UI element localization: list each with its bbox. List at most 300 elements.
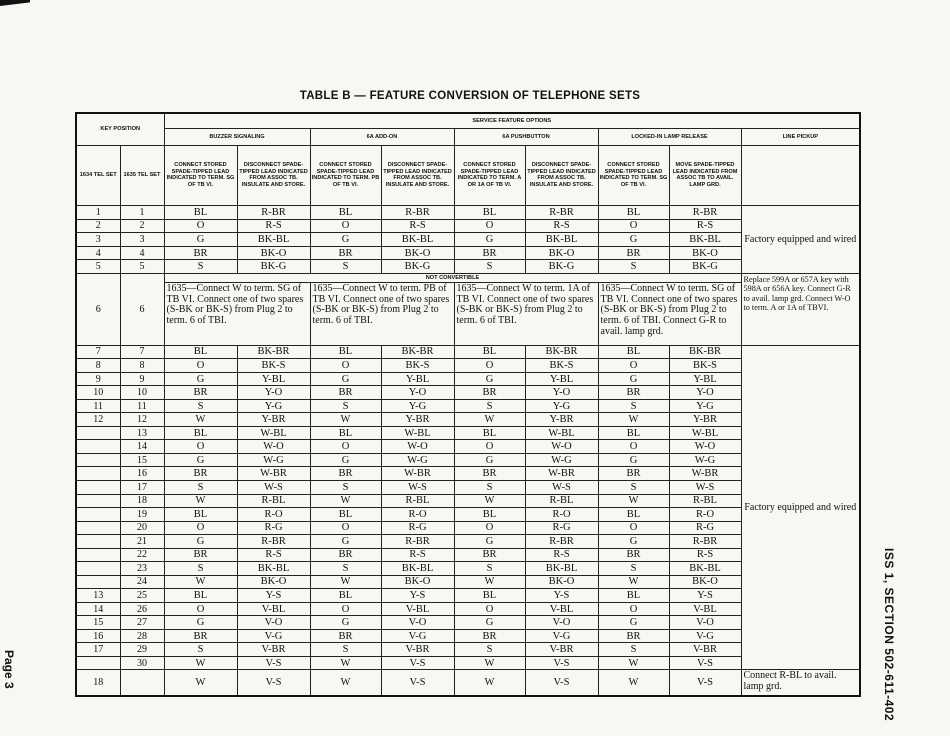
lead-cell: W [598,413,669,427]
key-1635-cell: 21 [120,535,164,549]
lead-cell: BR [598,629,669,643]
lead-cell: BK-BL [669,562,741,576]
lead-cell: R-O [525,508,598,522]
lead-cell: V-BL [669,602,741,616]
table-row [76,345,860,359]
lead-cell: BK-BR [525,345,598,359]
lead-cell: W [310,670,381,696]
lead-cell: BK-BR [669,345,741,359]
line-pickup-factory-note: Factory equipped and wired [741,345,860,670]
lead-cell: G [310,453,381,467]
key-1635-cell: 9 [120,372,164,386]
lead-cell: V-S [381,670,454,696]
lead-cell: W-S [237,480,310,494]
lead-cell: BR [310,246,381,260]
lead-cell: Y-G [381,399,454,413]
lead-cell: S [310,399,381,413]
lead-cell: BL [310,206,381,220]
key-1634-cell: 6 [76,273,120,345]
lead-cell: G [310,535,381,549]
lead-cell: G [598,535,669,549]
lead-cell: BL [598,206,669,220]
key-1634-cell: 8 [76,359,120,373]
key-1635-cell: 6 [120,273,164,345]
lead-cell: Y-S [237,589,310,603]
lead-cell: G [454,453,525,467]
table-row [76,273,860,282]
line-pickup-replace-note: Replace 599A or 657A key with 598A or 656A key. Connect G-R to avail. lamp grd. Connect W-O to term. A or 1A of TBVI. [741,273,860,345]
key-1635-cell: 23 [120,562,164,576]
lead-cell: BK-O [237,575,310,589]
key-1634-cell [76,440,120,454]
table-row [76,206,860,220]
lead-cell: Y-BL [669,372,741,386]
col-header: CONNECT STORED SPADE-TIPPED LEAD INDICATED TO TERM. A OR 1A OF TB VI. [454,145,525,205]
key-1634-cell: 3 [76,233,120,247]
key-1634-cell [76,548,120,562]
lead-cell: R-BR [381,535,454,549]
lead-cell: BR [310,467,381,481]
col-header: CONNECT STORED SPADE-TIPPED LEAD INDICATED TO TERM. PB OF TB VI. [310,145,381,205]
lead-cell: S [310,260,381,274]
lead-cell: W-S [669,480,741,494]
key-1634-cell: 1 [76,206,120,220]
lead-cell: S [598,562,669,576]
tel-1634-header: 1634 TEL SET [76,145,120,205]
lead-cell: BK-G [381,260,454,274]
key-1635-cell: 2 [120,219,164,233]
lead-cell: Y-S [525,589,598,603]
key-1634-cell: 15 [76,616,120,630]
lead-cell: O [310,602,381,616]
lead-cell: BL [310,508,381,522]
lead-cell: V-S [669,670,741,696]
lead-cell: R-BL [525,494,598,508]
key-1635-cell: 10 [120,386,164,400]
lead-cell: R-O [381,508,454,522]
lead-cell: G [454,233,525,247]
lead-cell: BK-BL [381,562,454,576]
lead-cell: S [598,260,669,274]
page-number: Page 3 [2,650,16,689]
lead-cell: BR [164,467,237,481]
lead-cell: Y-S [381,589,454,603]
lead-cell: R-BR [525,535,598,549]
lead-cell: G [598,233,669,247]
key-1634-cell: 17 [76,643,120,657]
lead-cell: R-S [237,219,310,233]
key-1635-cell: 12 [120,413,164,427]
lead-cell: V-O [237,616,310,630]
lead-cell: G [598,453,669,467]
key-1635-cell: 14 [120,440,164,454]
key-1634-cell [76,535,120,549]
lead-cell: BL [454,206,525,220]
lead-cell: BR [454,246,525,260]
lead-cell: W-BR [237,467,310,481]
lead-cell: W-G [381,453,454,467]
lead-cell: W-O [669,440,741,454]
feature-conversion-table [75,112,861,697]
key-position-header: KEY POSITION [76,113,164,145]
lead-cell: O [310,440,381,454]
key-1634-cell: 5 [76,260,120,274]
lead-cell: W-G [237,453,310,467]
lead-cell: W-G [525,453,598,467]
key-1635-cell: 22 [120,548,164,562]
lead-cell: BL [454,589,525,603]
lead-cell: O [598,440,669,454]
lead-cell: G [598,616,669,630]
lead-cell: BK-S [669,359,741,373]
col-header: DISCONNECT SPADE-TIPPED LEAD INDICATED FROM ASSOC TB. INSULATE AND STORE. [525,145,598,205]
lead-cell: S [598,643,669,657]
key-1635-cell [120,670,164,696]
lead-cell: S [164,399,237,413]
key-1634-cell: 12 [76,413,120,427]
lead-cell: O [310,521,381,535]
lead-cell: W-G [669,453,741,467]
key-1635-cell: 29 [120,643,164,657]
key-1635-cell: 13 [120,426,164,440]
lead-cell: R-BR [237,206,310,220]
lead-cell: BL [310,426,381,440]
key-1635-cell: 28 [120,629,164,643]
lead-cell: R-G [237,521,310,535]
lead-cell: BK-BR [381,345,454,359]
lead-cell: S [454,260,525,274]
col-header: DISCONNECT SPADE-TIPPED LEAD INDICATED FROM ASSOC TB. INSULATE AND STORE. [237,145,310,205]
lead-cell: BK-BR [237,345,310,359]
lead-cell: BK-BL [669,233,741,247]
lead-cell: BL [454,508,525,522]
service-feature-options-header: SERVICE FEATURE OPTIONS [164,113,860,129]
lead-cell: V-G [237,629,310,643]
key-1635-cell: 15 [120,453,164,467]
key-1635-cell: 24 [120,575,164,589]
lead-cell: BR [164,386,237,400]
lead-cell: V-BL [525,602,598,616]
lead-cell: R-O [669,508,741,522]
key-1635-cell: 1 [120,206,164,220]
lead-cell: V-BR [237,643,310,657]
key-1635-cell: 27 [120,616,164,630]
lead-cell: V-O [669,616,741,630]
lead-cell: R-S [381,548,454,562]
lead-cell: S [598,399,669,413]
key-1634-cell: 14 [76,602,120,616]
lead-cell: R-G [669,521,741,535]
lead-cell: W [598,656,669,670]
not-convertible-label: NOT CONVERTIBLE [164,273,741,282]
lead-cell: R-BR [525,206,598,220]
key-1635-cell: 26 [120,602,164,616]
lead-cell: O [164,521,237,535]
key-1634-cell [76,453,120,467]
lead-cell: R-O [237,508,310,522]
conversion-note: 1635—Connect W to term. 1A of TB VI. Connect one of two spares (S-BK or BK-S) from Plug 2 to term. 6 of TBI. [454,283,598,345]
lead-cell: G [454,535,525,549]
key-1634-cell [76,467,120,481]
key-1634-cell: 9 [76,372,120,386]
lead-cell: G [310,372,381,386]
key-1635-cell: 3 [120,233,164,247]
col-header: DISCONNECT SPADE-TIPPED LEAD INDICATED FROM ASSOC TB. INSULATE AND STORE. [381,145,454,205]
lead-cell: V-S [525,656,598,670]
lead-cell: R-S [525,219,598,233]
lead-cell: O [454,440,525,454]
lead-cell: BL [454,426,525,440]
lead-cell: W-BL [669,426,741,440]
col-header: MOVE SPADE-TIPPED LEAD INDICATED FROM ASSOC TB TO AVAIL. LAMP GRD. [669,145,741,205]
lead-cell: BK-S [381,359,454,373]
lead-cell: BR [164,629,237,643]
lead-cell: V-S [525,670,598,696]
lead-cell: BL [310,345,381,359]
lead-cell: S [164,562,237,576]
lead-cell: R-S [669,548,741,562]
lead-cell: R-S [525,548,598,562]
lead-cell: BL [164,589,237,603]
key-1635-cell: 20 [120,521,164,535]
lead-cell: V-G [525,629,598,643]
group-locked-in-lamp-release: LOCKED-IN LAMP RELEASE [598,129,741,146]
lead-cell: O [310,219,381,233]
lead-cell: R-S [381,219,454,233]
lead-cell: BK-O [525,246,598,260]
lead-cell: Y-G [525,399,598,413]
lead-cell: V-G [669,629,741,643]
lead-cell: W [164,575,237,589]
lead-cell: R-BL [669,494,741,508]
key-1634-cell: 13 [76,589,120,603]
lead-cell: Y-G [669,399,741,413]
lead-cell: BL [164,426,237,440]
lead-cell: Y-BL [381,372,454,386]
lead-cell: R-G [525,521,598,535]
key-1635-cell: 8 [120,359,164,373]
lead-cell: BR [164,246,237,260]
lead-cell: S [164,643,237,657]
lead-cell: O [454,521,525,535]
key-1634-cell [76,426,120,440]
lead-cell: W [454,413,525,427]
lead-cell: Y-O [525,386,598,400]
lead-cell: V-S [237,670,310,696]
lead-cell: Y-G [237,399,310,413]
lead-cell: O [454,219,525,233]
lead-cell: W [164,413,237,427]
lead-cell: BK-O [669,575,741,589]
lead-cell: S [454,643,525,657]
lead-cell: BL [598,426,669,440]
key-1634-cell [76,575,120,589]
lead-cell: BK-BL [237,562,310,576]
lead-cell: BK-O [237,246,310,260]
lead-cell: W [598,575,669,589]
conversion-note: 1635—Connect W to term. PB of TB VI. Connect one of two spares (S-BK or BK-S) from Plug 2 to term. 6 of TBI. [310,283,454,345]
lead-cell: Y-O [237,386,310,400]
lead-cell: Y-BR [381,413,454,427]
group-6a-add-on: 6A ADD-ON [310,129,454,146]
lead-cell: W-BL [381,426,454,440]
lead-cell: V-S [669,656,741,670]
key-1634-cell: 16 [76,629,120,643]
key-1635-cell: 5 [120,260,164,274]
lead-cell: BR [310,548,381,562]
lead-cell: G [164,453,237,467]
section-number: ISS 1, SECTION 502-611-402 [882,548,896,722]
conversion-note: 1635—Connect W to term. SG of TB VI. Connect one of two spares (S-BK or BK-S) from Plug 2 to term. 6 of TBI. [164,283,310,345]
lead-cell: BR [598,386,669,400]
lead-cell: W-BR [381,467,454,481]
col-header: CONNECT STORED SPADE-TIPPED LEAD INDICATED TO TERM. SG OF TB VI. [164,145,237,205]
lead-cell: BK-O [669,246,741,260]
lead-cell: BL [598,345,669,359]
lead-cell: Y-BR [669,413,741,427]
lead-cell: O [164,440,237,454]
key-1635-cell: 16 [120,467,164,481]
lead-cell: G [164,616,237,630]
lead-cell: S [310,562,381,576]
lead-cell: R-S [237,548,310,562]
lead-cell: G [164,233,237,247]
lead-cell: W-S [381,480,454,494]
lead-cell: BL [598,589,669,603]
col-header: CONNECT STORED SPADE-TIPPED LEAD INDICATED TO TERM. SG OF TB VI. [598,145,669,205]
lead-cell: BK-BL [525,562,598,576]
lead-cell: S [164,260,237,274]
lead-cell: W [164,670,237,696]
group-6a-pushbutton: 6A PUSHBUTTON [454,129,598,146]
line-pickup-connect-note: Connect R-BL to avail. lamp grd. [741,670,860,696]
lead-cell: V-O [381,616,454,630]
lead-cell: Y-BL [237,372,310,386]
lead-cell: S [454,399,525,413]
lead-cell: BK-S [525,359,598,373]
lead-cell: BK-S [237,359,310,373]
key-1634-cell [76,480,120,494]
lead-cell: BL [454,345,525,359]
lead-cell: W [598,494,669,508]
lead-cell: Y-BR [525,413,598,427]
lead-cell: O [598,219,669,233]
lead-cell: R-BR [669,206,741,220]
lead-cell: V-BR [669,643,741,657]
lead-cell: BK-BL [381,233,454,247]
key-1634-cell: 11 [76,399,120,413]
lead-cell: V-G [381,629,454,643]
lead-cell: O [164,219,237,233]
lead-cell: O [310,359,381,373]
lead-cell: S [454,480,525,494]
lead-cell: BK-O [381,246,454,260]
lead-cell: BK-G [237,260,310,274]
key-1634-cell [76,508,120,522]
lead-cell: S [454,562,525,576]
lead-cell: W [310,575,381,589]
lead-cell: BR [454,548,525,562]
lead-cell: G [454,372,525,386]
lead-cell: Y-O [669,386,741,400]
lead-cell: BR [598,467,669,481]
line-pickup-blank-header [741,145,860,205]
lead-cell: Y-BL [525,372,598,386]
lead-cell: R-BR [381,206,454,220]
lead-cell: BK-O [525,575,598,589]
lead-cell: V-S [237,656,310,670]
line-pickup-factory-note: Factory equipped and wired [741,206,860,274]
lead-cell: Y-O [381,386,454,400]
lead-cell: W [454,575,525,589]
conversion-note: 1635—Connect W to term. SG of TB VI. Connect one of two spares (S-BK or BK-S) from Plug 2 to term. 6 of TBI. Connect G-R to avail. lamp grd. [598,283,741,345]
lead-cell: W [164,494,237,508]
lead-cell: BR [164,548,237,562]
key-1634-cell [76,656,120,670]
lead-cell: O [454,602,525,616]
lead-cell: G [310,233,381,247]
lead-cell: R-G [381,521,454,535]
lead-cell: BR [454,629,525,643]
lead-cell: O [164,359,237,373]
table-row [76,670,860,696]
lead-cell: O [598,359,669,373]
lead-cell: V-S [381,656,454,670]
lead-cell: W [598,670,669,696]
lead-cell: W [164,656,237,670]
key-1635-cell: 19 [120,508,164,522]
table-body [76,113,860,696]
lead-cell: O [164,602,237,616]
key-1634-cell [76,494,120,508]
table-title: TABLE B — FEATURE CONVERSION OF TELEPHONE SETS [299,90,641,102]
lead-cell: W-O [381,440,454,454]
key-1635-cell: 17 [120,480,164,494]
lead-cell: BR [310,386,381,400]
lead-cell: R-BL [381,494,454,508]
lead-cell: O [598,602,669,616]
lead-cell: R-BR [237,535,310,549]
key-1635-cell: 4 [120,246,164,260]
lead-cell: BR [598,246,669,260]
lead-cell: Y-BR [237,413,310,427]
lead-cell: V-BR [525,643,598,657]
lead-cell: V-BL [237,602,310,616]
lead-cell: BR [598,548,669,562]
lead-cell: BL [164,206,237,220]
lead-cell: O [454,359,525,373]
lead-cell: V-O [525,616,598,630]
lead-cell: G [598,372,669,386]
key-1634-cell [76,562,120,576]
group-buzzer-signaling: BUZZER SIGNALING [164,129,310,146]
lead-cell: BK-BL [525,233,598,247]
key-1634-cell: 7 [76,345,120,359]
key-1635-cell: 7 [120,345,164,359]
lead-cell: BL [164,508,237,522]
lead-cell: O [598,521,669,535]
lead-cell: R-BL [237,494,310,508]
lead-cell: W [310,656,381,670]
lead-cell: S [310,480,381,494]
lead-cell: S [598,480,669,494]
lead-cell: G [310,616,381,630]
key-1634-cell: 2 [76,219,120,233]
lead-cell: BL [598,508,669,522]
corner-mark [0,0,30,6]
lead-cell: BK-G [669,260,741,274]
key-1635-cell: 30 [120,656,164,670]
